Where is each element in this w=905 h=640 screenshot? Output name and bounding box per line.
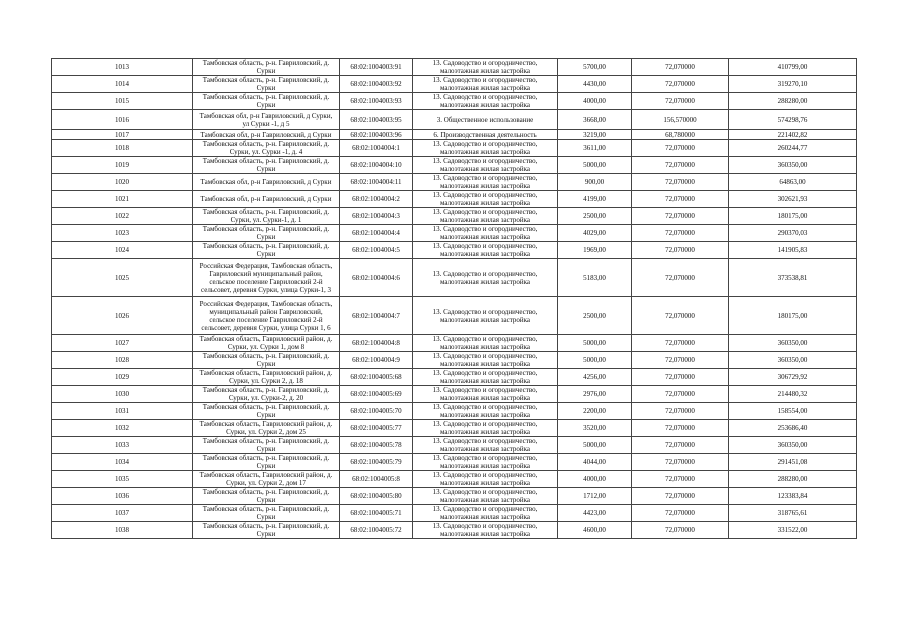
land-use-cell: 13. Садоводство и огородничество, малоэтажная жилая застройка	[413, 369, 558, 386]
area-cell: 900,00	[558, 174, 632, 191]
address-cell: Тамбовская область, р-н. Гавриловский, д. Сурки	[193, 59, 340, 76]
table-row	[52, 437, 857, 454]
table-row	[52, 59, 857, 76]
rate-cell: 72,070000	[632, 76, 729, 93]
row-number: 1020	[52, 174, 193, 191]
cadastral-value-cell: 410799,00	[729, 59, 857, 76]
rate-cell: 72,070000	[632, 403, 729, 420]
table-row	[52, 488, 857, 505]
row-number: 1033	[52, 437, 193, 454]
cadastral-value-cell: 221402,82	[729, 130, 857, 140]
row-number: 1038	[52, 522, 193, 539]
area-cell: 2500,00	[558, 208, 632, 225]
address-cell: Тамбовская обл, р-н Гавриловский, д Сурки	[193, 130, 340, 140]
cadastral-number-cell: 68:02:1004005:69	[340, 386, 413, 403]
table-row	[52, 191, 857, 208]
table-row	[52, 225, 857, 242]
address-cell: Тамбовская область, Гавриловский район, д. Сурки, ул. Сурки 2, дом 17	[193, 471, 340, 488]
address-cell: Тамбовская область, р-н. Гавриловский, д. Сурки	[193, 225, 340, 242]
cadastral-number-cell: 68:02:1004005:80	[340, 488, 413, 505]
cadastral-number-cell: 68:02:1004004:1	[340, 140, 413, 157]
area-cell: 4029,00	[558, 225, 632, 242]
land-use-cell: 13. Садоводство и огородничество, малоэтажная жилая застройка	[413, 437, 558, 454]
row-number: 1016	[52, 110, 193, 130]
table-row	[52, 369, 857, 386]
address-cell: Тамбовская область, р-н. Гавриловский, д. Сурки	[193, 403, 340, 420]
cadastral-value-cell: 290370,03	[729, 225, 857, 242]
area-cell: 5000,00	[558, 352, 632, 369]
land-use-cell: 13. Садоводство и огородничество, малоэтажная жилая застройка	[413, 335, 558, 352]
row-number: 1037	[52, 505, 193, 522]
table-row	[52, 130, 857, 140]
cadastral-value-cell: 180175,00	[729, 208, 857, 225]
cadastral-number-cell: 68:02:1004004:6	[340, 259, 413, 297]
land-use-cell: 6. Производственная деятельность	[413, 130, 558, 140]
row-number: 1036	[52, 488, 193, 505]
rate-cell: 72,070000	[632, 140, 729, 157]
area-cell: 3219,00	[558, 130, 632, 140]
cadastral-number-cell: 68:02:1004003:95	[340, 110, 413, 130]
rate-cell: 72,070000	[632, 93, 729, 110]
land-use-cell: 3. Общественное использование	[413, 110, 558, 130]
parcel-table-body	[52, 59, 857, 539]
rate-cell: 72,070000	[632, 522, 729, 539]
cadastral-number-cell: 68:02:1004005:78	[340, 437, 413, 454]
row-number: 1031	[52, 403, 193, 420]
cadastral-number-cell: 68:02:1004004:5	[340, 242, 413, 259]
land-use-cell: 13. Садоводство и огородничество, малоэтажная жилая застройка	[413, 225, 558, 242]
land-use-cell: 13. Садоводство и огородничество, малоэтажная жилая застройка	[413, 259, 558, 297]
area-cell: 5000,00	[558, 437, 632, 454]
area-cell: 4199,00	[558, 191, 632, 208]
cadastral-number-cell: 68:02:1004004:4	[340, 225, 413, 242]
row-number: 1018	[52, 140, 193, 157]
table-row	[52, 297, 857, 335]
table-row	[52, 522, 857, 539]
land-use-cell: 13. Садоводство и огородничество, малоэтажная жилая застройка	[413, 454, 558, 471]
rate-cell: 72,070000	[632, 352, 729, 369]
cadastral-number-cell: 68:02:1004003:93	[340, 93, 413, 110]
cadastral-value-cell: 288280,00	[729, 93, 857, 110]
rate-cell: 72,070000	[632, 157, 729, 174]
cadastral-value-cell: 360350,00	[729, 335, 857, 352]
cadastral-number-cell: 68:02:1004003:91	[340, 59, 413, 76]
area-cell: 4600,00	[558, 522, 632, 539]
land-use-cell: 13. Садоводство и огородничество, малоэтажная жилая застройка	[413, 471, 558, 488]
address-cell: Тамбовская область, р-н. Гавриловский, д. Сурки, ул. Сурки-1, д. 1	[193, 208, 340, 225]
address-cell: Тамбовская область, Гавриловский район, д. Сурки, ул. Сурки 2, д. 18	[193, 369, 340, 386]
area-cell: 2500,00	[558, 297, 632, 335]
land-use-cell: 13. Садоводство и огородничество, малоэтажная жилая застройка	[413, 59, 558, 76]
area-cell: 3520,00	[558, 420, 632, 437]
land-use-cell: 13. Садоводство и огородничество, малоэтажная жилая застройка	[413, 488, 558, 505]
row-number: 1026	[52, 297, 193, 335]
row-number: 1032	[52, 420, 193, 437]
table-row	[52, 403, 857, 420]
rate-cell: 72,070000	[632, 488, 729, 505]
area-cell: 4256,00	[558, 369, 632, 386]
area-cell: 5700,00	[558, 59, 632, 76]
table-row	[52, 157, 857, 174]
land-use-cell: 13. Садоводство и огородничество, малоэтажная жилая застройка	[413, 297, 558, 335]
parcel-table	[51, 58, 857, 539]
row-number: 1023	[52, 225, 193, 242]
rate-cell: 72,070000	[632, 59, 729, 76]
row-number: 1034	[52, 454, 193, 471]
land-use-cell: 13. Садоводство и огородничество, малоэтажная жилая застройка	[413, 522, 558, 539]
cadastral-number-cell: 68:02:1004004:8	[340, 335, 413, 352]
address-cell: Тамбовская область, р-н. Гавриловский, д. Сурки, ул. Сурки -1, д. 4	[193, 140, 340, 157]
cadastral-number-cell: 68:02:1004004:7	[340, 297, 413, 335]
table-row	[52, 352, 857, 369]
cadastral-value-cell: 288280,00	[729, 471, 857, 488]
area-cell: 4044,00	[558, 454, 632, 471]
cadastral-value-cell: 319270,10	[729, 76, 857, 93]
address-cell: Тамбовская обл, р-н Гавриловский, д Сурки	[193, 191, 340, 208]
area-cell: 4430,00	[558, 76, 632, 93]
row-number: 1027	[52, 335, 193, 352]
rate-cell: 72,070000	[632, 437, 729, 454]
cadastral-value-cell: 360350,00	[729, 157, 857, 174]
table-row	[52, 242, 857, 259]
area-cell: 4000,00	[558, 93, 632, 110]
land-use-cell: 13. Садоводство и огородничество, малоэтажная жилая застройка	[413, 352, 558, 369]
rate-cell: 72,070000	[632, 335, 729, 352]
land-use-cell: 13. Садоводство и огородничество, малоэтажная жилая застройка	[413, 505, 558, 522]
address-cell: Тамбовская область, Гавриловский район, д. Сурки, ул. Сурки 1, дом 8	[193, 335, 340, 352]
rate-cell: 72,070000	[632, 225, 729, 242]
cadastral-number-cell: 68:02:1004004:9	[340, 352, 413, 369]
rate-cell: 72,070000	[632, 505, 729, 522]
table-row	[52, 208, 857, 225]
address-cell: Тамбовская область, р-н. Гавриловский, д. Сурки	[193, 488, 340, 505]
rate-cell: 72,070000	[632, 369, 729, 386]
address-cell: Тамбовская обл, р-н Гавриловский, д Сурки, ул Сурки -1, д 5	[193, 110, 340, 130]
table-row	[52, 93, 857, 110]
area-cell: 3611,00	[558, 140, 632, 157]
area-cell: 2200,00	[558, 403, 632, 420]
cadastral-value-cell: 123383,84	[729, 488, 857, 505]
cadastral-value-cell: 253686,40	[729, 420, 857, 437]
cadastral-value-cell: 180175,00	[729, 297, 857, 335]
rate-cell: 156,570000	[632, 110, 729, 130]
row-number: 1024	[52, 242, 193, 259]
cadastral-value-cell: 360350,00	[729, 437, 857, 454]
row-number: 1022	[52, 208, 193, 225]
land-use-cell: 13. Садоводство и огородничество, малоэтажная жилая застройка	[413, 403, 558, 420]
cadastral-number-cell: 68:02:1004005:71	[340, 505, 413, 522]
area-cell: 5000,00	[558, 157, 632, 174]
rate-cell: 72,070000	[632, 471, 729, 488]
table-row	[52, 76, 857, 93]
land-use-cell: 13. Садоводство и огородничество, малоэтажная жилая застройка	[413, 76, 558, 93]
address-cell: Тамбовская область, р-н. Гавриловский, д. Сурки	[193, 242, 340, 259]
cadastral-value-cell: 360350,00	[729, 352, 857, 369]
table-row	[52, 259, 857, 297]
cadastral-number-cell: 68:02:1004004:3	[340, 208, 413, 225]
rate-cell: 72,070000	[632, 297, 729, 335]
table-row	[52, 335, 857, 352]
land-use-cell: 13. Садоводство и огородничество, малоэтажная жилая застройка	[413, 157, 558, 174]
cadastral-value-cell: 331522,00	[729, 522, 857, 539]
address-cell: Тамбовская область, р-н. Гавриловский, д. Сурки	[193, 437, 340, 454]
cadastral-number-cell: 68:02:1004005:70	[340, 403, 413, 420]
cadastral-value-cell: 318765,61	[729, 505, 857, 522]
land-use-cell: 13. Садоводство и огородничество, малоэтажная жилая застройка	[413, 420, 558, 437]
address-cell: Тамбовская область, р-н. Гавриловский, д. Сурки	[193, 93, 340, 110]
land-use-cell: 13. Садоводство и огородничество, малоэтажная жилая застройка	[413, 140, 558, 157]
table-row	[52, 471, 857, 488]
cadastral-number-cell: 68:02:1004004:11	[340, 174, 413, 191]
row-number: 1025	[52, 259, 193, 297]
cadastral-value-cell: 214480,32	[729, 386, 857, 403]
table-row	[52, 420, 857, 437]
address-cell: Тамбовская область, р-н. Гавриловский, д. Сурки	[193, 76, 340, 93]
cadastral-value-cell: 158554,00	[729, 403, 857, 420]
row-number: 1029	[52, 369, 193, 386]
address-cell: Российская Федерация, Тамбовская область, Гавриловский муниципальный район, сельское поселение Гавриловский 2-й сельсовет, деревня Сурки, улица Сурки-1, 3	[193, 259, 340, 297]
table-row	[52, 110, 857, 130]
land-use-cell: 13. Садоводство и огородничество, малоэтажная жилая застройка	[413, 93, 558, 110]
cadastral-number-cell: 68:02:1004005:68	[340, 369, 413, 386]
address-cell: Тамбовская область, р-н. Гавриловский, д. Сурки, ул. Сурки-2, д. 20	[193, 386, 340, 403]
row-number: 1021	[52, 191, 193, 208]
address-cell: Тамбовская область, Гавриловский район, д. Сурки, ул. Сурки 2, дом 25	[193, 420, 340, 437]
address-cell: Тамбовская область, р-н. Гавриловский, д. Сурки	[193, 454, 340, 471]
rate-cell: 72,070000	[632, 454, 729, 471]
row-number: 1035	[52, 471, 193, 488]
cadastral-number-cell: 68:02:1004005:8	[340, 471, 413, 488]
cadastral-number-cell: 68:02:1004005:72	[340, 522, 413, 539]
cadastral-value-cell: 291451,08	[729, 454, 857, 471]
row-number: 1015	[52, 93, 193, 110]
table-row	[52, 505, 857, 522]
area-cell: 2976,00	[558, 386, 632, 403]
row-number: 1017	[52, 130, 193, 140]
table-row	[52, 140, 857, 157]
land-use-cell: 13. Садоводство и огородничество, малоэтажная жилая застройка	[413, 191, 558, 208]
rate-cell: 72,070000	[632, 174, 729, 191]
row-number: 1030	[52, 386, 193, 403]
cadastral-value-cell: 574298,76	[729, 110, 857, 130]
cadastral-value-cell: 302621,93	[729, 191, 857, 208]
rate-cell: 72,070000	[632, 259, 729, 297]
address-cell: Тамбовская обл, р-н Гавриловский, д Сурки	[193, 174, 340, 191]
area-cell: 1969,00	[558, 242, 632, 259]
address-cell: Тамбовская область, р-н. Гавриловский, д. Сурки	[193, 505, 340, 522]
rate-cell: 72,070000	[632, 208, 729, 225]
row-number: 1013	[52, 59, 193, 76]
row-number: 1014	[52, 76, 193, 93]
rate-cell: 72,070000	[632, 386, 729, 403]
row-number: 1028	[52, 352, 193, 369]
land-use-cell: 13. Садоводство и огородничество, малоэтажная жилая застройка	[413, 386, 558, 403]
cadastral-value-cell: 64863,00	[729, 174, 857, 191]
rate-cell: 72,070000	[632, 420, 729, 437]
row-number: 1019	[52, 157, 193, 174]
cadastral-number-cell: 68:02:1004003:92	[340, 76, 413, 93]
land-use-cell: 13. Садоводство и огородничество, малоэтажная жилая застройка	[413, 174, 558, 191]
area-cell: 3668,00	[558, 110, 632, 130]
table-row	[52, 174, 857, 191]
land-use-cell: 13. Садоводство и огородничество, малоэтажная жилая застройка	[413, 242, 558, 259]
area-cell: 1712,00	[558, 488, 632, 505]
address-cell: Российская Федерация, Тамбовская область, муниципальный район Гавриловский, сельское поселение Гавриловский 2-й сельсовет, деревня Сурки, улица Сурки 1, 6	[193, 297, 340, 335]
cadastral-number-cell: 68:02:1004004:10	[340, 157, 413, 174]
rate-cell: 72,070000	[632, 242, 729, 259]
address-cell: Тамбовская область, р-н. Гавриловский, д. Сурки	[193, 352, 340, 369]
address-cell: Тамбовская область, р-н. Гавриловский, д. Сурки	[193, 157, 340, 174]
cadastral-value-cell: 306729,92	[729, 369, 857, 386]
land-use-cell: 13. Садоводство и огородничество, малоэтажная жилая застройка	[413, 208, 558, 225]
table-row	[52, 454, 857, 471]
cadastral-value-cell: 141905,83	[729, 242, 857, 259]
cadastral-number-cell: 68:02:1004004:2	[340, 191, 413, 208]
area-cell: 5183,00	[558, 259, 632, 297]
cadastral-value-cell: 260244,77	[729, 140, 857, 157]
area-cell: 5000,00	[558, 335, 632, 352]
cadastral-number-cell: 68:02:1004003:96	[340, 130, 413, 140]
address-cell: Тамбовская область, р-н. Гавриловский, д. Сурки	[193, 522, 340, 539]
cadastral-number-cell: 68:02:1004005:77	[340, 420, 413, 437]
cadastral-value-cell: 373538,81	[729, 259, 857, 297]
rate-cell: 68,780000	[632, 130, 729, 140]
area-cell: 4423,00	[558, 505, 632, 522]
rate-cell: 72,070000	[632, 191, 729, 208]
table-row	[52, 386, 857, 403]
cadastral-number-cell: 68:02:1004005:79	[340, 454, 413, 471]
area-cell: 4000,00	[558, 471, 632, 488]
